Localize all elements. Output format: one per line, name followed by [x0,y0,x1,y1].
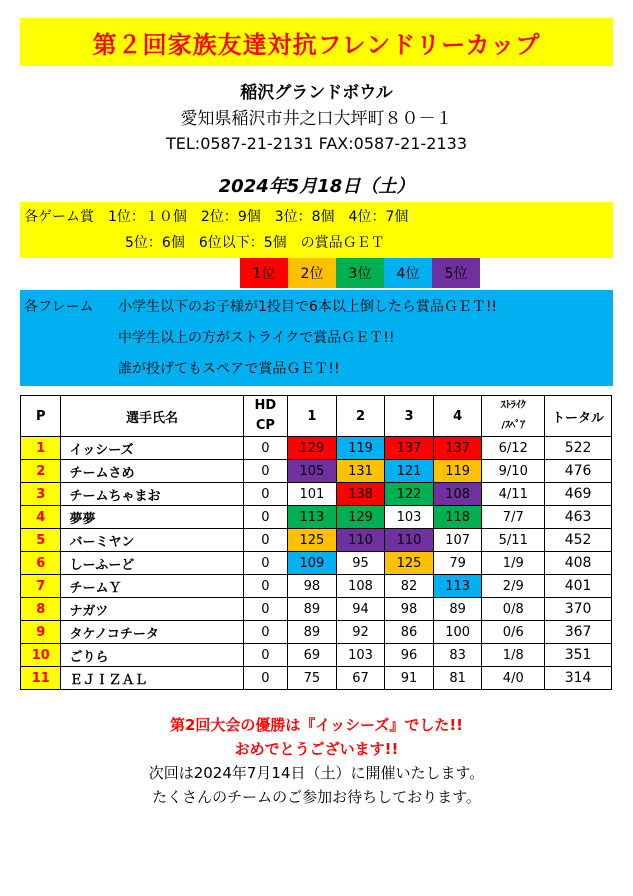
rank-legend-5: 5位 [432,258,480,288]
rank-legend-1: 1位 [240,258,288,288]
total-score-cell: 522 [545,437,612,460]
game-prize-line-1: 各ゲーム賞 1位：１０個 2位：9個 3位：8個 4位：7個 [24,209,409,225]
position-cell: 3 [21,483,61,506]
rank-legend-2: 2位 [288,258,336,288]
handicap-cell: 0 [243,437,288,460]
total-score-cell: 367 [545,621,612,644]
total-score-cell: 408 [545,552,612,575]
game-score-cell: 137 [433,437,482,460]
game-score-cell: 67 [336,667,385,690]
handicap-cell: 0 [243,460,288,483]
frame-prize-line-2: 中学生以上の方がストライクで賞品ＧＥＴ!! [118,330,395,346]
total-score-cell: 351 [545,644,612,667]
player-name-cell: チームさめ [61,460,243,483]
game-score-cell: 91 [385,667,434,690]
game-score-cell: 110 [385,529,434,552]
game-score-cell: 129 [288,437,337,460]
handicap-cell: 0 [243,667,288,690]
rank-color-legend [240,258,480,288]
game-score-cell: 92 [336,621,385,644]
player-name-cell: ごりら [61,644,243,667]
total-score-cell: 476 [545,460,612,483]
frame-prize-box [20,290,613,386]
game-score-cell: 125 [385,552,434,575]
handicap-cell: 0 [243,598,288,621]
table-row [21,667,612,690]
game-score-cell: 103 [385,506,434,529]
winner-announcement: 第2回大会の優勝は『イッシーズ』でした!! [169,716,464,734]
game-score-cell: 95 [336,552,385,575]
handicap-cell: 0 [243,483,288,506]
event-date: 2024年5月18日（土） [218,176,415,197]
position-cell: 4 [21,506,61,529]
game-score-cell: 138 [336,483,385,506]
table-row [21,437,612,460]
game-score-cell: 110 [336,529,385,552]
game-score-cell: 75 [288,667,337,690]
header-strike-spare-line-1: ｽﾄﾗｲｸ [500,400,526,411]
table-row [21,529,612,552]
header-handicap [243,396,288,437]
player-name-cell: 夢夢 [61,506,243,529]
strike-spare-cell: 6/12 [482,437,545,460]
game-score-cell: 113 [433,575,482,598]
strike-spare-cell: 7/7 [482,506,545,529]
handicap-cell: 0 [243,506,288,529]
game-score-cell: 94 [336,598,385,621]
header-handicap-line-1: HD [254,398,277,413]
strike-spare-cell: 5/11 [482,529,545,552]
game-score-cell: 137 [385,437,434,460]
position-cell: 8 [21,598,61,621]
game-score-cell: 122 [385,483,434,506]
event-title: 第２回家族友達対抗フレンドリーカップ [92,30,541,59]
total-score-cell: 469 [545,483,612,506]
table-row [21,460,612,483]
position-cell: 7 [21,575,61,598]
game-prize-box [20,202,613,258]
header-strike-spare [482,396,545,437]
next-event-notice: 次回は2024年7月14日（土）に開催いたします。 [148,764,485,782]
rank-legend-3: 3位 [336,258,384,288]
player-name-cell: チームＹ [61,575,243,598]
game-score-cell: 98 [288,575,337,598]
frame-prize-line-1: 小学生以下のお子様が1投目で6本以上倒したら賞品ＧＥＴ!! [118,299,498,315]
header-game-1: 1 [288,396,337,437]
table-row [21,644,612,667]
game-score-cell: 113 [288,506,337,529]
game-score-cell: 125 [288,529,337,552]
total-score-cell: 314 [545,667,612,690]
position-cell: 5 [21,529,61,552]
game-score-cell: 82 [385,575,434,598]
table-row [21,506,612,529]
strike-spare-cell: 9/10 [482,460,545,483]
player-name-cell: タケノコチータ [61,621,243,644]
game-score-cell: 101 [288,483,337,506]
position-cell: 11 [21,667,61,690]
game-score-cell: 89 [288,598,337,621]
game-score-cell: 118 [433,506,482,529]
game-score-cell: 96 [385,644,434,667]
handicap-cell: 0 [243,644,288,667]
header-game-4: 4 [433,396,482,437]
congratulations-text: おめでとうございます!! [234,740,399,758]
player-name-cell: しーふーど [61,552,243,575]
table-row [21,552,612,575]
game-score-cell: 100 [433,621,482,644]
venue-address: 愛知県稲沢市井之口大坪町８０－１ [180,109,453,129]
handicap-cell: 0 [243,575,288,598]
game-score-cell: 89 [288,621,337,644]
table-row [21,621,612,644]
game-score-cell: 81 [433,667,482,690]
player-name-cell: イッシーズ [61,437,243,460]
table-row [21,598,612,621]
participation-invite: たくさんのチームのご参加お待ちしております。 [152,788,481,806]
game-score-cell: 86 [385,621,434,644]
game-score-cell: 89 [433,598,482,621]
player-name-cell: バーミヤン [61,529,243,552]
strike-spare-cell: 0/6 [482,621,545,644]
position-cell: 2 [21,460,61,483]
player-name-cell: ＥＪＩＺＡＬ [61,667,243,690]
header-strike-spare-line-2: /ｽﾍﾟｱ [501,420,526,431]
game-score-cell: 109 [288,552,337,575]
strike-spare-cell: 1/9 [482,552,545,575]
total-score-cell: 401 [545,575,612,598]
game-score-cell: 69 [288,644,337,667]
game-score-cell: 103 [336,644,385,667]
handicap-cell: 0 [243,529,288,552]
strike-spare-cell: 2/9 [482,575,545,598]
total-score-cell: 463 [545,506,612,529]
game-score-cell: 129 [336,506,385,529]
game-score-cell: 79 [433,552,482,575]
game-score-cell: 107 [433,529,482,552]
position-cell: 1 [21,437,61,460]
position-cell: 10 [21,644,61,667]
strike-spare-cell: 0/8 [482,598,545,621]
total-score-cell: 452 [545,529,612,552]
game-score-cell: 108 [433,483,482,506]
game-score-cell: 105 [288,460,337,483]
header-handicap-line-2: CP [255,418,275,433]
player-name-cell: チームちゃまお [61,483,243,506]
game-score-cell: 83 [433,644,482,667]
game-score-cell: 98 [385,598,434,621]
player-name-cell: ナガツ [61,598,243,621]
venue-contact: TEL:0587-21-2131 FAX:0587-21-2133 [166,134,467,153]
game-prize-line-2: 5位：6個 6位以下：5個 の賞品ＧＥＴ [125,235,385,251]
game-score-cell: 131 [336,460,385,483]
header-position: P [21,396,61,437]
game-score-cell: 119 [336,437,385,460]
score-table [20,395,612,690]
table-row [21,483,612,506]
frame-prize-line-3: 誰が投げてもスペアで賞品ＧＥＴ!! [118,361,340,377]
venue-name: 稲沢グランドボウル [240,83,393,103]
event-title-banner [20,18,613,66]
frame-prize-label: 各フレーム [24,299,94,315]
strike-spare-cell: 4/11 [482,483,545,506]
header-player-name: 選手氏名 [61,396,243,437]
game-score-cell: 108 [336,575,385,598]
handicap-cell: 0 [243,621,288,644]
strike-spare-cell: 4/0 [482,667,545,690]
position-cell: 9 [21,621,61,644]
strike-spare-cell: 1/8 [482,644,545,667]
rank-legend-4: 4位 [384,258,432,288]
game-score-cell: 121 [385,460,434,483]
table-row [21,575,612,598]
handicap-cell: 0 [243,552,288,575]
header-total: トータル [545,396,612,437]
game-score-cell: 119 [433,460,482,483]
total-score-cell: 370 [545,598,612,621]
position-cell: 6 [21,552,61,575]
header-game-2: 2 [336,396,385,437]
header-game-3: 3 [385,396,434,437]
score-table-body [21,437,612,690]
score-table-header [21,396,612,437]
